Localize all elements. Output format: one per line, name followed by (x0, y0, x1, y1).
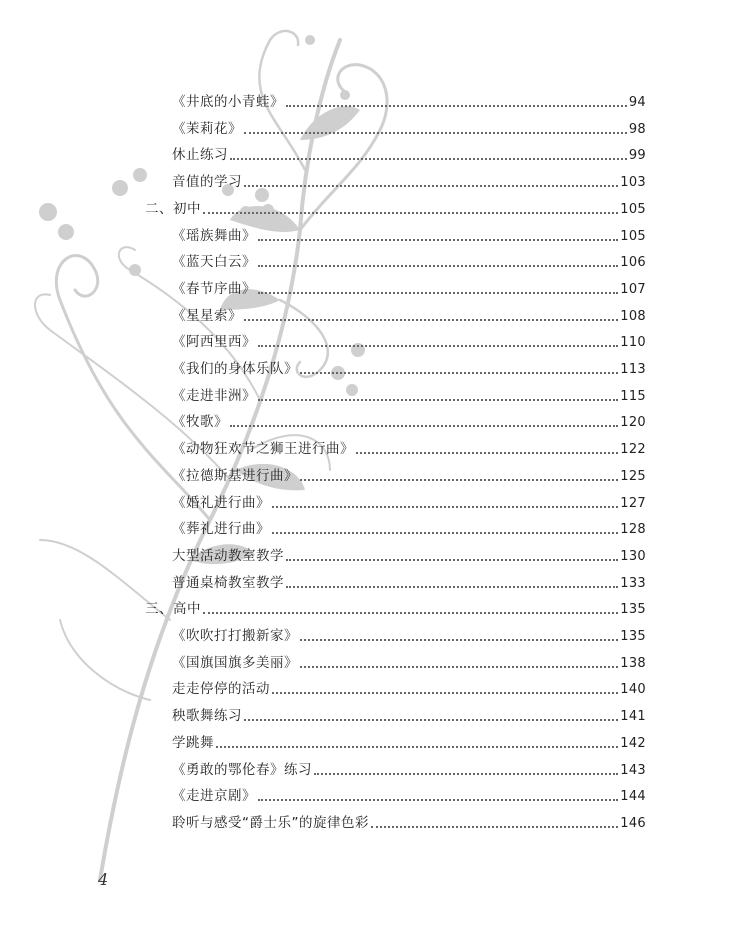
toc-entry-page: 130 (620, 548, 646, 564)
toc-entry-page: 94 (628, 95, 646, 110)
toc-entry-title: 三、高中 (145, 601, 201, 618)
toc-entry-page: 103 (620, 175, 646, 191)
toc-entry[interactable] (172, 465, 646, 487)
dot-leader (244, 319, 618, 321)
toc-entry-page: 143 (620, 762, 646, 778)
toc-entry-title: 《牧歌》 (172, 414, 228, 431)
toc-entry-title: 《我们的身体乐队》 (172, 361, 298, 377)
toc-entry-title: 《井底的小青蛙》 (172, 94, 284, 110)
toc-entry-title: 《茉莉花》 (172, 120, 242, 137)
toc-entry-title: 普通桌椅教室教学 (172, 574, 284, 591)
toc-entry[interactable] (172, 171, 646, 193)
toc-entry-title: 《拉德斯基进行曲》 (172, 467, 298, 484)
dot-leader (286, 105, 627, 107)
toc-entry[interactable] (172, 652, 646, 674)
dot-leader (300, 479, 618, 481)
dot-leader (258, 265, 618, 267)
toc-entry-page: 146 (620, 815, 646, 831)
toc-entry-page: 105 (620, 228, 646, 244)
toc-section-heading[interactable] (145, 198, 646, 220)
dot-leader (244, 132, 627, 134)
toc-entry-title: 走走停停的活动 (172, 681, 270, 698)
toc-entry-title: 《星星索》 (172, 307, 242, 324)
toc-entry-page: 122 (620, 442, 646, 458)
toc-entry-page: 128 (620, 522, 646, 538)
toc-entry-title: 《吹吹打打搬新家》 (172, 628, 298, 644)
toc-entry-page: 115 (620, 388, 646, 404)
toc-entry[interactable] (172, 492, 646, 514)
toc-entry[interactable] (172, 678, 646, 700)
dot-leader (258, 399, 618, 401)
toc-entry[interactable] (172, 251, 646, 273)
dot-leader (356, 452, 618, 454)
toc-entry-title: 大型活动教室教学 (172, 547, 284, 564)
toc-entry-page: 98 (628, 121, 646, 137)
toc-entry[interactable] (172, 331, 646, 353)
toc-entry-page: 120 (620, 415, 646, 431)
dot-leader (258, 799, 618, 801)
toc-entry[interactable] (172, 118, 646, 140)
toc-entry[interactable] (172, 278, 646, 300)
toc-entry-title: 二、初中 (145, 200, 201, 217)
page-number: 4 (98, 870, 109, 889)
toc-entry[interactable] (172, 625, 646, 647)
toc-entry[interactable] (172, 438, 646, 460)
dot-leader (272, 506, 618, 508)
toc-entry-page: 107 (620, 281, 646, 297)
toc-entry-title: 《蓝天白云》 (172, 254, 256, 271)
toc-entry-page: 106 (620, 255, 646, 271)
toc-entry[interactable] (172, 305, 646, 327)
toc-entry-title: 《葬礼进行曲》 (172, 521, 270, 538)
dot-leader (300, 372, 618, 374)
toc-entry-page: 142 (620, 735, 646, 751)
toc-entry[interactable] (172, 732, 646, 754)
toc-entry-page: 113 (620, 362, 646, 377)
toc-entry[interactable] (172, 545, 646, 567)
dot-leader (286, 586, 618, 588)
toc-entry[interactable] (172, 759, 646, 781)
toc-section-heading[interactable] (145, 598, 646, 620)
toc-entry-page: 108 (620, 308, 646, 324)
toc-entry[interactable] (172, 144, 646, 166)
toc-entry[interactable] (172, 225, 646, 247)
dot-leader (300, 639, 618, 641)
dot-leader (272, 692, 618, 694)
toc-entry-page: 99 (628, 148, 646, 164)
toc-entry[interactable] (172, 785, 646, 807)
toc-entry-page: 105 (620, 201, 646, 217)
toc-entry[interactable] (172, 812, 646, 834)
toc-entry-page: 141 (620, 709, 646, 725)
dot-leader (258, 345, 618, 347)
toc-entry-page: 110 (620, 335, 646, 351)
toc-entry-title: 休止练习 (172, 147, 228, 164)
dot-leader (314, 773, 618, 775)
toc-entry-page: 140 (620, 682, 646, 698)
toc-entry-page: 144 (620, 789, 646, 805)
dot-leader (300, 666, 618, 668)
toc-entry-title: 《走进京剧》 (172, 788, 256, 805)
toc-entry[interactable] (172, 518, 646, 540)
dot-leader (203, 612, 618, 614)
dot-leader (244, 185, 618, 187)
dot-leader (258, 292, 618, 294)
toc-entry-title: 《勇敢的鄂伦春》练习 (172, 761, 312, 778)
toc-entry[interactable] (172, 572, 646, 594)
toc-entry-title: 《国旗国旗多美丽》 (172, 654, 298, 671)
toc-entry[interactable] (172, 705, 646, 727)
toc-entry-page: 138 (620, 655, 646, 671)
toc-entry-page: 135 (620, 602, 646, 618)
toc-entry-title: 音值的学习 (172, 174, 242, 191)
toc-entry-page: 125 (620, 468, 646, 484)
dot-leader (244, 719, 618, 721)
dot-leader (216, 746, 618, 748)
toc-entry-title: 《动物狂欢节之狮王进行曲》 (172, 441, 354, 458)
toc-entry-title: 《瑶族舞曲》 (172, 227, 256, 244)
toc-entry-title: 聆听与感受“爵士乐”的旋律色彩 (172, 814, 369, 831)
toc-entry[interactable] (172, 91, 646, 113)
toc-entry-title: 《婚礼进行曲》 (172, 494, 270, 511)
toc-entry-page: 133 (620, 575, 646, 591)
toc-entry-page: 135 (620, 629, 646, 644)
dot-leader (272, 532, 618, 534)
dot-leader (203, 212, 618, 214)
dot-leader (371, 826, 618, 828)
toc-entry[interactable] (172, 358, 646, 380)
toc-entry-title: 《走进非洲》 (172, 387, 256, 404)
dot-leader (230, 158, 627, 160)
toc-entry[interactable] (172, 385, 646, 407)
toc-entry-page: 127 (620, 495, 646, 511)
dot-leader (286, 559, 618, 561)
toc-entry[interactable] (172, 411, 646, 433)
dot-leader (258, 239, 618, 241)
dot-leader (230, 425, 618, 427)
toc-entry-title: 《春节序曲》 (172, 280, 256, 297)
toc-entry-title: 《阿西里西》 (172, 334, 256, 351)
toc-entry-title: 学跳舞 (172, 734, 214, 751)
toc-entry-title: 秧歌舞练习 (172, 708, 242, 725)
